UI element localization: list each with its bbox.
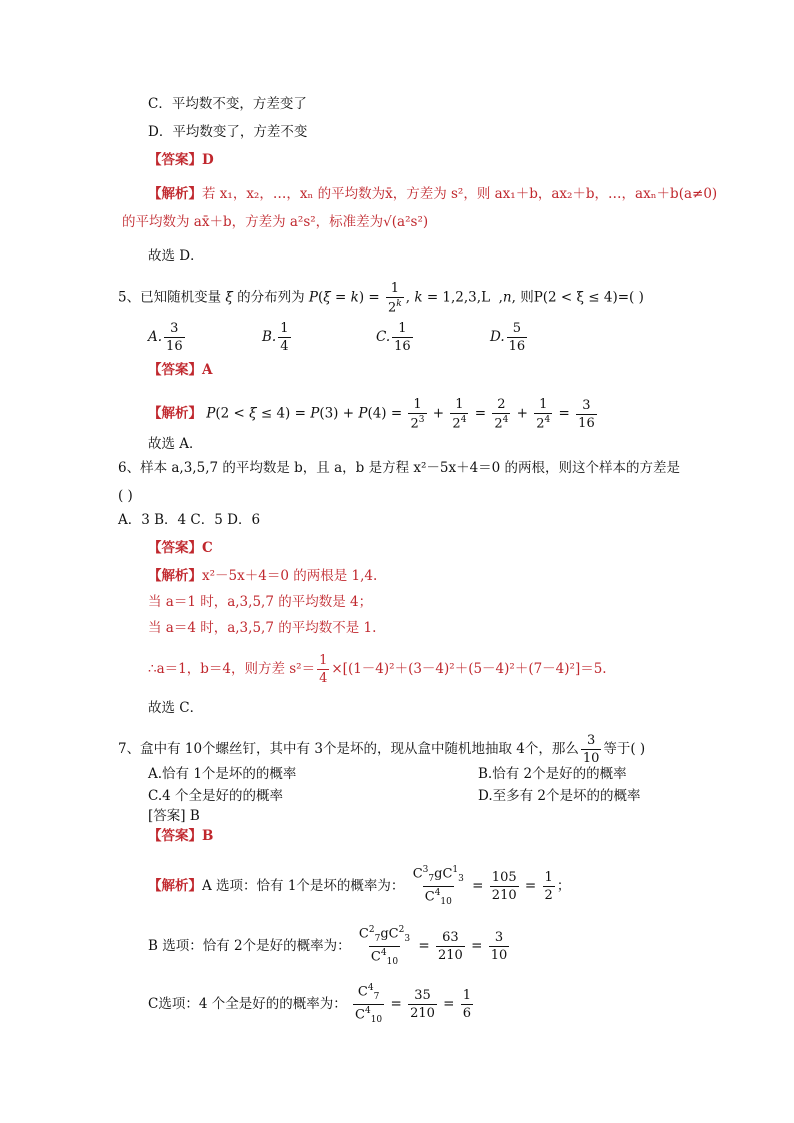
q6-analysis-line1: 【解析】x²－5x＋4＝0 的两根是 1,4. xyxy=(148,568,378,584)
q5-option-b: B. $\frac{1}{4}$ xyxy=(262,321,289,354)
q7-stem: 7、盒中有 10个螺丝钉，其中有 3个是坏的，现从盒中随机地抽取 4个，那么 $\frac{3}{10}$ 等于( ) xyxy=(118,733,646,766)
q4-analysis-line2: 的平均数为 ax̄＋b，方差为 a²s²，标准差为√(a²s²) xyxy=(122,214,429,230)
q4-option-d: D．平均数变了，方差不变 xyxy=(148,124,308,140)
q7-answer-plain: [答案] B xyxy=(148,808,200,824)
q6-stem-line2: ( ) xyxy=(118,488,133,504)
q5-option-a: A. $\frac{3}{16}$ xyxy=(148,321,183,354)
q6-options: A．3 B．4 C．5 D．6 xyxy=(118,512,261,528)
q4-answer: 【答案】D xyxy=(148,152,214,168)
q7-answer: 【答案】B xyxy=(148,828,214,844)
q5-conclusion: 故选 A． xyxy=(148,436,203,452)
q6-conclusion: 故选 C． xyxy=(148,700,204,716)
q5-stem: 5、已知随机变量 ξ 的分布列为 P(ξ = k) = $\frac{1}{2^k}$ , k = 1,2,3,L ,n, 则P(2 < ξ ≤ 4)=( ) xyxy=(118,281,644,316)
q7-option-c: C.4 个全是好的的概率 xyxy=(148,788,284,804)
q7-analysis-c: C选项：4 个全是好的的概率为： $\frac{C^4_7}{C^4_{10}}$ = $\frac{35}{210}$ = $\frac{1}{6}$ xyxy=(148,983,472,1025)
q6-stem-line1: 6、样本 a,3,5,7 的平均数是 b，且 a，b 是方程 x²－5x＋4＝0 的两根，则这个样本的方差是 xyxy=(118,460,681,476)
q7-analysis-b: B 选项：恰有 2个是好的概率为： $\frac{C^2_7gC^2_3}{C^4_{10}}$ = $\frac{63}{210}$ = $\frac{3}{10}$ xyxy=(148,925,508,967)
q7-analysis-a: 【解析】A 选项：恰有 1个是坏的概率为： $\frac{C^3_7gC^1_3}{C^4_{10}}$ = $\frac{105}{210}$ = $\frac{1}{2}$ ； xyxy=(148,865,571,907)
q6-answer: 【答案】C xyxy=(148,540,213,556)
q6-analysis-line4: ∴a＝1，b＝4，则方差 s²＝ $\frac{1}{4}$ ×[(1－4)²＋(3－4)²＋(5－4)²＋(7－4)²]＝5. xyxy=(148,653,607,686)
q6-analysis-line3: 当 a＝4 时，a,3,5,7 的平均数不是 1. xyxy=(148,620,377,636)
q5-option-c: C. $\frac{1}{16}$ xyxy=(376,321,411,354)
q7-option-b: B.恰有 2个是好的的概率 xyxy=(478,766,627,782)
q4-analysis-line1: 【解析】若 x₁，x₂，…，xₙ 的平均数为x̄，方差为 s²，则 ax₁＋b，ax₂＋b，…，axₙ＋b(a≠0) xyxy=(148,186,718,202)
q4-conclusion: 故选 D． xyxy=(148,248,204,264)
q4-option-c: C．平均数不变，方差变了 xyxy=(148,96,307,112)
q7-option-d: D.至多有 2个是坏的的概率 xyxy=(478,788,641,804)
q5-answer: 【答案】A xyxy=(148,362,213,378)
q6-analysis-line2: 当 a＝1 时，a,3,5,7 的平均数是 4； xyxy=(148,594,373,610)
q5-option-d: D. $\frac{5}{16}$ xyxy=(490,321,526,354)
q7-option-a: A.恰有 1个是坏的的概率 xyxy=(148,766,297,782)
q5-analysis: 【解析】 P(2 < ξ ≤ 4) = P(3) + P(4) = $\frac{1}{2^3}$ + $\frac{1}{2^4}$ = $\frac{2}{2^4}$ + $\frac{1}{2^4}$ = $\frac{3}{16}$ xyxy=(148,397,595,432)
